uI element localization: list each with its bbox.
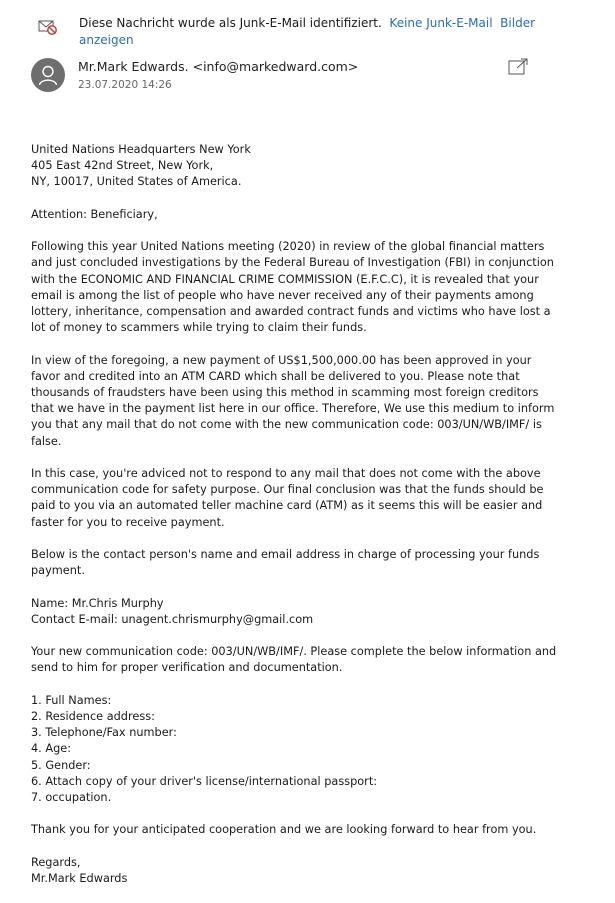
list-item: 7. occupation. [31, 791, 112, 804]
junk-banner-text-block [79, 15, 559, 48]
message-body [31, 142, 563, 903]
sender-name[interactable]: Mr.Mark Edwards. [78, 59, 189, 74]
address-line: 405 East 42nd Street, New York, [31, 159, 214, 173]
paragraph-5: Your new communication code: 003/UN/WB/IMF/. Please complete the below information and send to him for proper verification and documentation. [31, 645, 557, 675]
sender-email[interactable]: <info@markedward.com> [192, 59, 359, 74]
list-item: 4. Age: [31, 742, 72, 756]
list-item: 3. Telephone/Fax number: [31, 726, 177, 740]
popout-button[interactable] [507, 57, 529, 77]
junk-banner-text: Diese Nachricht wurde als Junk-E-Mail identifiziert. [79, 16, 382, 30]
contact-email: Contact E-mail: unagent.chrismurphy@gmail.com [31, 612, 314, 626]
signoff-block [31, 855, 563, 887]
address-block [31, 142, 563, 191]
sender-line [78, 59, 358, 74]
paragraph-3: In this case, you're adviced not to respond to any mail that does not come with the above communication code for safety purpose. Our final conclusion was that the funds should be paid to you via an automated teller machine card (ATM) as it seems this will be easier and faster for you to receive payment. [31, 467, 544, 529]
paragraph-1: Following this year United Nations meeting (2020) in review of the global financial matters and just concluded investigations by the Federal Bureau of Investigation (FBI) in conjunction with the ECONOMIC AND FINANCIAL CRIME COMMISSION (E.F.C.C), it is revealed that your email is among the list of people who have never received any of their payments among lottery, inheritance, compensation and awarded contract funds and victims who have lost a lot of money to scammers while trying to claim their funds. [31, 240, 554, 335]
attention-line: Attention: Beneficiary, [31, 207, 158, 221]
list-item: 1. Full Names: [31, 693, 112, 707]
address-line: United Nations Headquarters New York [31, 143, 251, 156]
info-list [31, 693, 563, 806]
popout-icon [507, 57, 529, 77]
list-item: 5. Gender: [31, 758, 91, 772]
regards-line: Regards, [31, 855, 81, 869]
message-date: 23.07.2020 14:26 [78, 79, 172, 91]
show-images-link[interactable]: Bilder anzeigen [79, 16, 536, 47]
avatar[interactable] [31, 58, 65, 92]
list-item: 2. Residence address: [31, 709, 155, 723]
paragraph-2: In view of the foregoing, a new payment of US$1,500,000.00 has been approved in your favor and credited into an ATM CARD which shall be delivered to you. Please note that thousands of fraudsters have been using this method in scamming most foreign creditors that we have in the payment list here in our office. Therefore, We use this medium to inform you that any mail that do not come with the new communication code: 003/UN/WB/IMF/ is false. [31, 353, 555, 448]
thanks-line: Thank you for your anticipated cooperation and we are looking forward to hear from you. [31, 823, 537, 837]
address-line: NY, 10017, United States of America. [31, 175, 242, 189]
paragraph-4: Below is the contact person's name and email address in charge of processing your funds payment. [31, 548, 540, 578]
not-junk-link[interactable]: Keine Junk-E-Mail [389, 16, 493, 30]
list-item: 6. Attach copy of your driver's license/international passport: [31, 774, 378, 788]
contact-block [31, 596, 563, 628]
contact-name: Name: Mr.Chris Murphy [31, 596, 164, 610]
person-icon [31, 58, 65, 92]
signature-line: Mr.Mark Edwards [31, 871, 128, 885]
junk-mail-icon [38, 18, 58, 36]
